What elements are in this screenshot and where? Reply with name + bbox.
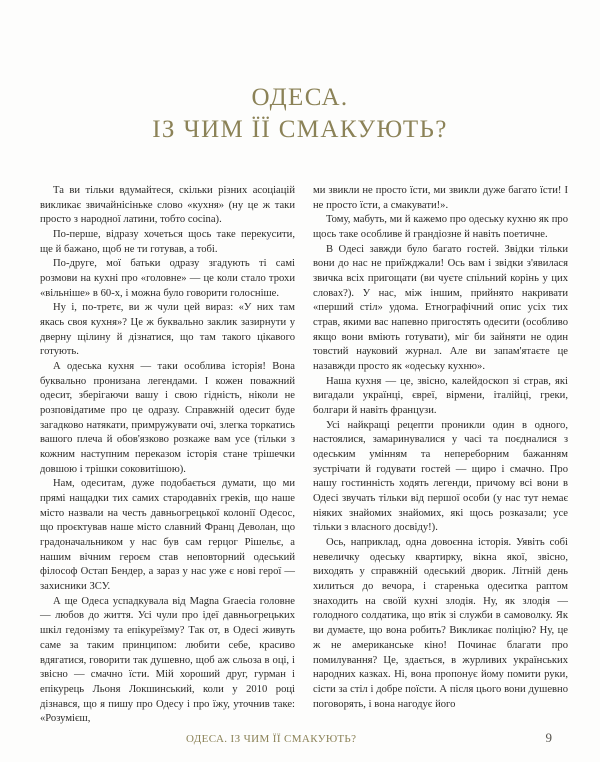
paragraph: А одеська кухня — таки особлива історія! Вона буквально пронизана легендами. І кожен поважний одесит, зберігаючи вашу і свою гідність, ніколи не розповідатиме про це одразу. Справжній одесит буде загадково натякати, примружувати очі, злегка торкатись вашого плеча й обов'язково розкаже вам усе (тільки з кожним наступним переказом історія стане трішечки довшою і трішки соковитішою). xyxy=(40,361,295,475)
paragraph: ми звикли не просто їсти, ми звикли дуже багато їсти! І не просто їсти, а смакувати!». xyxy=(313,185,568,211)
paragraph: Усі найкращі рецепти проникли один в одного, настоялися, замаринувалися у часі та поєдналися з одеським умінням та непереборним бажанням зустрічати й годувати гостей — щиро і смачно. Про нашу гостинність ходять легенди, причому всі вони в Одесі звучать тільки від першої особи (у нас тут немає ніяких знайомих знайомих, які щось розказали; усе тільки з власного досвіду!). xyxy=(313,419,568,534)
paragraph: Нам, одеситам, дуже подобається думати, що ми прямі нащадки тих самих стародавніх греків, що наше місто назвали на честь давньогрецької колонії Одесос, що проєктував наше місто славний Франц Деволан, що градоначальником у нас був сам герцог Рішельє, а нашим вічним героєм став неповторний одеський філософ Остап Бендер, а зараз у нас уже є нові герої — захисники ЗСУ. xyxy=(40,478,295,593)
page-number: 9 xyxy=(545,730,552,745)
paragraph: Наша кухня — це, звісно, калейдоскоп зі страв, які вигадали українці, євреї, вірмени, італійці, греки, болгари й навіть французи. xyxy=(313,375,568,417)
paragraph: Та ви тільки вдумайтеся, скільки різних асоціацій викликає звичайнісіньке слово «кухня» (ну це ж таки просто з народної латини, тобто cocina). xyxy=(40,185,295,226)
text-column-left xyxy=(40,184,295,727)
running-head: ОДЕСА. ІЗ ЧИМ ЇЇ СМАКУЮТЬ? xyxy=(186,733,357,745)
paragraph: По-перше, відразу хочеться щось таке перекусити, ще й бажано, щоб не ти готував, а тобі. xyxy=(40,229,295,255)
paragraph: Ось, наприклад, одна довоєнна історія. Уявіть собі невеличку одеську квартирку, вікна якої, звісно, виходять у справжній одеський дворик. Літній день хилиться до вечора, і старенька одеситка раптом знаходить на своїй кухні злодія. Ну, як злодія — голодного солдатика, що втік зі служби в самоволку. Як ви думаєте, що вона робить? Викликає поліцію? Ну, це ж не американське кіно! Починає благати про помилування? Це, здається, в журливих українських народних казках. Ні, вона пропонує йому помити руки, сісти за стіл і добре поїсти. А після цього вони душевно поговорять, і вона нагодує його xyxy=(313,537,568,710)
paragraph: Ну і, по-третє, ви ж чули цей вираз: «У них там якась своя кухня»? Це ж буквально заклик зазирнути у дверну щілину й дізнатися, що там такого цікавого готують. xyxy=(40,302,295,358)
page-title xyxy=(0,0,600,146)
paragraph: В Одесі завжди було багато гостей. Звідки тільки вони до нас не приїжджали! Ось вам і звідки з'явилася звичка всіх пригощати (ви чуєте спільний корінь у цих словах?). У нас, між іншим, прийнято накривати «перший стіл» удома. Етнографічний опис усіх тих страв, якими вас напевно пригостять одесити (особливо якщо вони вміють готувати), міг би зайняти не один товстий науковий журнал. Але ви запам'ятаєте це назавжди просто як «одеську кухню». xyxy=(313,243,568,373)
paragraph: По-друге, мої батьки одразу згадують ті самі розмови на кухні про «головне» — це коли стало трохи «вільніше» в 60-х, і можна було говорити голосніше. xyxy=(40,258,295,299)
paragraph: А ще Одеса успадкувала від Magna Graecia головне — любов до життя. Усі чули про ідеї давньогрецьких шкіл гедонізму та епікуреїзму? Так от, в Одесі живуть саме за таким принципом: любити себе, красиво вдягатися, говорити так душевно, щоб аж сльоза в оці, і звісно — смачно їсти. Мій хороший друг, гурман і епікурець Льоня Локшинський, коли у 2010 році дізнався, що я пишу про Одесу і про їжу, уточнив таке: «Розумієш, xyxy=(40,595,295,725)
page-title-line-1: ОДЕСА. xyxy=(251,84,349,111)
page-title-line-2: ІЗ ЧИМ ЇЇ СМАКУЮТЬ? xyxy=(152,116,448,143)
paragraph: Тому, мабуть, ми й кажемо про одеську кухню як про щось таке особливе й грандіозне й навіть поетичне. xyxy=(313,214,568,241)
text-column-right xyxy=(313,184,568,712)
body-columns xyxy=(0,184,600,762)
page-footer xyxy=(0,730,600,746)
